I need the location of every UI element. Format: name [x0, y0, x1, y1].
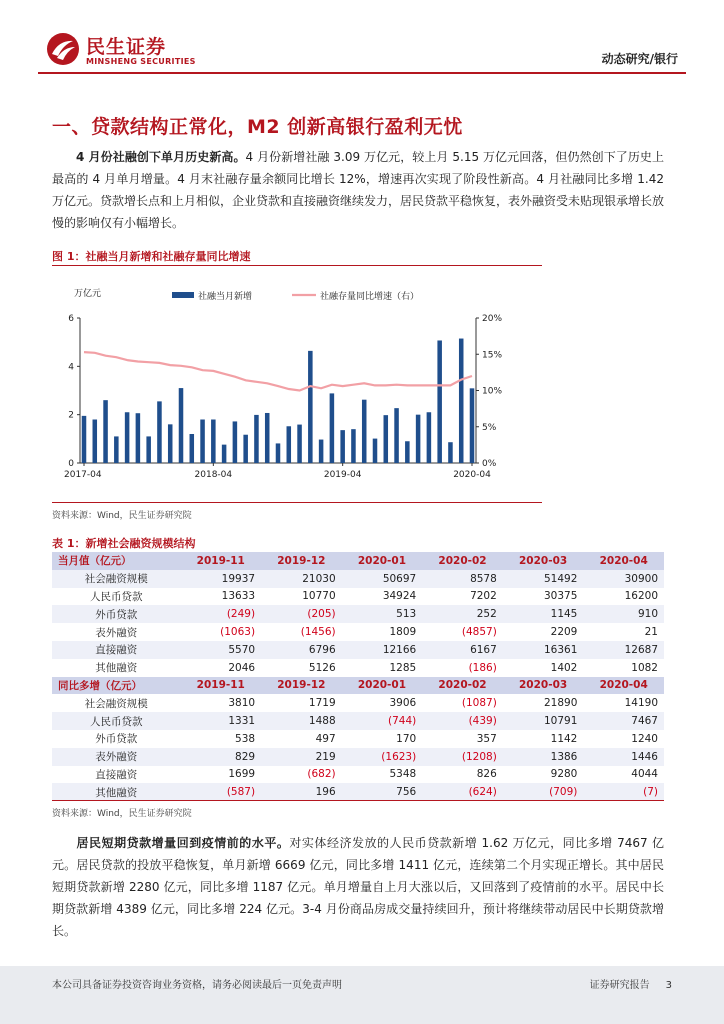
- table-header-yoy: [52, 677, 664, 695]
- paragraph-body: 对实体经济发放的人民币贷款新增 1.62 万亿元，同比多增 7467 亿元。居民贷款的投放平稳恢复，单月新增 6669 亿元，同比多增 1411 亿元，连续第二个月实现正增长。其中居民短期贷款新增 2280 亿元，同比多增 1187 亿元。单月增量自上月大涨以后，又回落到了疫情前的水平。居民中长期贷款新增 4389 亿元，同比多增 224 亿元。3-4 月份商品房成交量持续回升，预计将继续带动居民中长期贷款增长。: [52, 836, 664, 938]
- table-row-label: 其他融资: [52, 659, 180, 677]
- table-cell: 10770: [261, 588, 342, 606]
- table-cell: (7): [583, 783, 664, 801]
- table-cell: 7467: [583, 712, 664, 730]
- x-tick-label: 2020-04: [453, 470, 491, 480]
- bar-2019-07: [373, 439, 378, 463]
- table-cell: 357: [422, 730, 503, 748]
- x-tick-label: 2019-04: [323, 470, 362, 480]
- table-source: 资料来源：Wind，民生证券研究院: [52, 809, 192, 819]
- bar-2018-09: [265, 413, 270, 463]
- table-cell: 829: [180, 748, 261, 766]
- table-cell: 252: [422, 605, 503, 623]
- table-row-label: 表外融资: [52, 623, 180, 641]
- table-cell: 21890: [503, 694, 584, 712]
- footer-right: [574, 976, 672, 991]
- bar-2017-06: [103, 400, 108, 463]
- bar-2017-09: [136, 413, 141, 463]
- bar-2017-11: [157, 401, 162, 463]
- table-cell: 5348: [342, 766, 423, 784]
- minsheng-logo-icon: [46, 32, 80, 66]
- table-cell: (587): [180, 783, 261, 801]
- bar-2018-12: [297, 425, 302, 463]
- table-row-label: 社会融资规模: [52, 570, 180, 588]
- table-column-header: 2019-11: [180, 677, 261, 695]
- bar-2018-03: [200, 420, 205, 464]
- table-cell: 1285: [342, 659, 423, 677]
- table-cell: 1082: [583, 659, 664, 677]
- table-cell: (709): [503, 783, 584, 801]
- bar-2019-12: [427, 412, 432, 463]
- table-cell: 826: [422, 766, 503, 784]
- table-column-header: 2019-12: [261, 677, 342, 695]
- table-cell: 6167: [422, 641, 503, 659]
- table-cell: 5126: [261, 659, 342, 677]
- table-row: [52, 766, 664, 784]
- table-row: [52, 641, 664, 659]
- table-header-monthly: [52, 552, 664, 570]
- bar-2018-08: [254, 415, 259, 463]
- table-cell: 21: [583, 623, 664, 641]
- table-cell: 1331: [180, 712, 261, 730]
- table-column-header: 2020-04: [583, 552, 664, 570]
- table-cell: 1488: [261, 712, 342, 730]
- growth-rate-line: [84, 352, 472, 390]
- table-row: [52, 588, 664, 606]
- table-row: [52, 783, 664, 801]
- table-cell: 1386: [503, 748, 584, 766]
- paragraph-household-loans: [52, 832, 664, 942]
- bar-2020-02: [448, 442, 453, 463]
- financing-structure-table: [52, 552, 664, 801]
- logo-english-name: MINSHENG SECURITIES: [86, 57, 196, 66]
- bar-2019-09: [394, 408, 399, 463]
- legend-bar-label: 社融当月新增: [198, 292, 253, 302]
- bar-2018-01: [179, 388, 184, 463]
- table-cell: (1623): [342, 748, 423, 766]
- logo-chinese-name: 民生证券: [86, 36, 167, 58]
- table-cell: 5570: [180, 641, 261, 659]
- table-cell: 497: [261, 730, 342, 748]
- section-title: 一、贷款结构正常化，M2 创新高银行盈利无忧: [52, 116, 463, 138]
- table-cell: 30900: [583, 570, 664, 588]
- left-tick-label: 2: [68, 410, 74, 421]
- table-row: [52, 570, 664, 588]
- table-cell: 1446: [583, 748, 664, 766]
- table-column-header: 2019-11: [180, 552, 261, 570]
- figure-caption: 图 1：社融当月新增和社融存量同比增速: [52, 250, 251, 263]
- table-cell: 513: [342, 605, 423, 623]
- table-row-label: 人民币贷款: [52, 588, 180, 606]
- table-column-header: 2020-04: [583, 677, 664, 695]
- page-header: [38, 28, 686, 72]
- table-cell: 10791: [503, 712, 584, 730]
- bar-2019-06: [362, 400, 367, 463]
- table-column-header: 2020-03: [503, 552, 584, 570]
- bar-2020-04: [470, 388, 475, 463]
- right-tick-label: 20%: [482, 314, 503, 324]
- legend-bar-swatch: [172, 292, 194, 298]
- table-row-label: 其他融资: [52, 783, 180, 801]
- table-cell: (186): [422, 659, 503, 677]
- social-financing-chart: [52, 276, 542, 498]
- report-category: 动态研究/银行: [601, 52, 678, 66]
- page-footer: [0, 966, 724, 1024]
- table-cell: 7202: [422, 588, 503, 606]
- table-cell: 1402: [503, 659, 584, 677]
- bar-2017-08: [125, 412, 130, 463]
- table-cell: (624): [422, 783, 503, 801]
- table-cell: 50697: [342, 570, 423, 588]
- table-section-header: 同比多增（亿元）: [52, 677, 180, 695]
- table-cell: 1719: [261, 694, 342, 712]
- table-cell: 19937: [180, 570, 261, 588]
- bar-2018-05: [222, 445, 227, 463]
- table-bottom-rule: [52, 800, 664, 801]
- table-column-header: 2020-02: [422, 552, 503, 570]
- table-column-header: 2020-02: [422, 677, 503, 695]
- table-column-header: 2020-01: [342, 677, 423, 695]
- table-cell: (1063): [180, 623, 261, 641]
- left-axis-unit: 万亿元: [74, 289, 102, 299]
- table-cell: 1240: [583, 730, 664, 748]
- table-cell: 13633: [180, 588, 261, 606]
- table-cell: 6796: [261, 641, 342, 659]
- table-cell: 30375: [503, 588, 584, 606]
- bar-2017-04: [82, 416, 87, 463]
- table-cell: (682): [261, 766, 342, 784]
- table-cell: 219: [261, 748, 342, 766]
- table-cell: 196: [261, 783, 342, 801]
- left-tick-label: 0: [68, 459, 74, 469]
- table-row: [52, 712, 664, 730]
- figure-source: 资料来源：Wind，民生证券研究院: [52, 511, 192, 521]
- page-number: 3: [665, 980, 672, 991]
- bar-2017-10: [146, 436, 151, 463]
- table-cell: 4044: [583, 766, 664, 784]
- table-cell: (205): [261, 605, 342, 623]
- table-cell: 34924: [342, 588, 423, 606]
- table-cell: (1087): [422, 694, 503, 712]
- legend-line-label: 社融存量同比增速（右）: [320, 292, 420, 302]
- table-column-header: 2020-03: [503, 677, 584, 695]
- right-tick-label: 5%: [482, 422, 497, 433]
- bar-2020-03: [459, 339, 464, 463]
- table-cell: 1145: [503, 605, 584, 623]
- table-row-label: 外币贷款: [52, 605, 180, 623]
- table-row: [52, 730, 664, 748]
- bar-2019-05: [351, 429, 356, 463]
- bar-2019-08: [384, 415, 389, 463]
- footer-report-type: 证券研究报告: [589, 980, 650, 991]
- right-tick-label: 10%: [482, 386, 503, 397]
- table-row: [52, 694, 664, 712]
- table-row-label: 社会融资规模: [52, 694, 180, 712]
- right-tick-label: 0%: [482, 459, 497, 469]
- table-row-label: 外币贷款: [52, 730, 180, 748]
- footer-disclaimer: 本公司具备证券投资咨询业务资格，请务必阅读最后一页免责声明: [52, 980, 342, 991]
- table-row-label: 人民币贷款: [52, 712, 180, 730]
- bar-2018-10: [276, 443, 281, 463]
- paragraph-lead: 居民短期贷款增量回到疫情前的水平。: [76, 836, 290, 850]
- table-cell: 1699: [180, 766, 261, 784]
- table-cell: 2046: [180, 659, 261, 677]
- table-caption: 表 1：新增社会融资规模结构: [52, 537, 196, 550]
- table-cell: (1456): [261, 623, 342, 641]
- bar-2019-01: [308, 351, 313, 463]
- table-cell: 8578: [422, 570, 503, 588]
- table-cell: 538: [180, 730, 261, 748]
- table-row-label: 表外融资: [52, 748, 180, 766]
- paragraph-social-financing: [52, 146, 664, 234]
- table-row: [52, 748, 664, 766]
- bar-2017-05: [93, 420, 98, 464]
- table-cell: 51492: [503, 570, 584, 588]
- bar-2018-04: [211, 420, 216, 464]
- bar-2019-11: [416, 415, 421, 463]
- table-cell: 1809: [342, 623, 423, 641]
- table-cell: 1142: [503, 730, 584, 748]
- table-column-header: 2020-01: [342, 552, 423, 570]
- table-row-label: 直接融资: [52, 641, 180, 659]
- right-tick-label: 15%: [482, 350, 503, 361]
- table-cell: (744): [342, 712, 423, 730]
- paragraph-lead: 4 月份社融创下单月历史新高。: [76, 150, 246, 164]
- table-cell: 21030: [261, 570, 342, 588]
- table-cell: 756: [342, 783, 423, 801]
- bar-2020-01: [437, 340, 442, 463]
- table-row: [52, 659, 664, 677]
- bar-2019-04: [340, 430, 345, 463]
- figure-bottom-rule: [52, 502, 542, 503]
- bar-2019-10: [405, 441, 410, 463]
- left-tick-label: 4: [68, 362, 74, 373]
- x-tick-label: 2018-04: [194, 470, 233, 480]
- table-row: [52, 623, 664, 641]
- header-divider: [38, 72, 686, 74]
- table-column-header: 2019-12: [261, 552, 342, 570]
- bar-2018-07: [243, 435, 248, 463]
- table-cell: 14190: [583, 694, 664, 712]
- table-row: [52, 605, 664, 623]
- bar-2019-03: [330, 393, 335, 463]
- table-cell: 16200: [583, 588, 664, 606]
- table-cell: (1208): [422, 748, 503, 766]
- table-cell: (439): [422, 712, 503, 730]
- bar-2018-11: [287, 426, 292, 463]
- table-cell: 16361: [503, 641, 584, 659]
- x-tick-label: 2017-04: [64, 470, 102, 480]
- table-cell: 2209: [503, 623, 584, 641]
- table-cell: 9280: [503, 766, 584, 784]
- table-cell: 170: [342, 730, 423, 748]
- paragraph-body: 4 月份新增社融 3.09 万亿元，较上月 5.15 万亿元回落，但仍然创下了历史上最高的 4 月单月增量。4 月末社融存量余额同比增长 12%，增速再次实现了阶段性新高。4 月社融同比多增 1.42 万亿元。贷款增长点和上月相似，企业贷款和直接融资继续发力，居民贷款平稳恢复，表外融资受未贴现银承增长放慢的影响仅有小幅增长。: [52, 150, 665, 230]
- table-cell: (4857): [422, 623, 503, 641]
- bar-2019-02: [319, 440, 324, 463]
- bar-2018-06: [233, 421, 238, 463]
- bar-2017-12: [168, 424, 173, 463]
- table-cell: 3906: [342, 694, 423, 712]
- table-row-label: 直接融资: [52, 766, 180, 784]
- table-section-header: 当月值（亿元）: [52, 552, 180, 570]
- table-cell: 12687: [583, 641, 664, 659]
- figure-top-rule: [52, 265, 542, 266]
- table-cell: 12166: [342, 641, 423, 659]
- bar-2017-07: [114, 436, 119, 463]
- bar-2018-02: [190, 434, 195, 463]
- table-cell: 910: [583, 605, 664, 623]
- table-cell: (249): [180, 605, 261, 623]
- left-tick-label: 6: [68, 314, 74, 324]
- table-cell: 3810: [180, 694, 261, 712]
